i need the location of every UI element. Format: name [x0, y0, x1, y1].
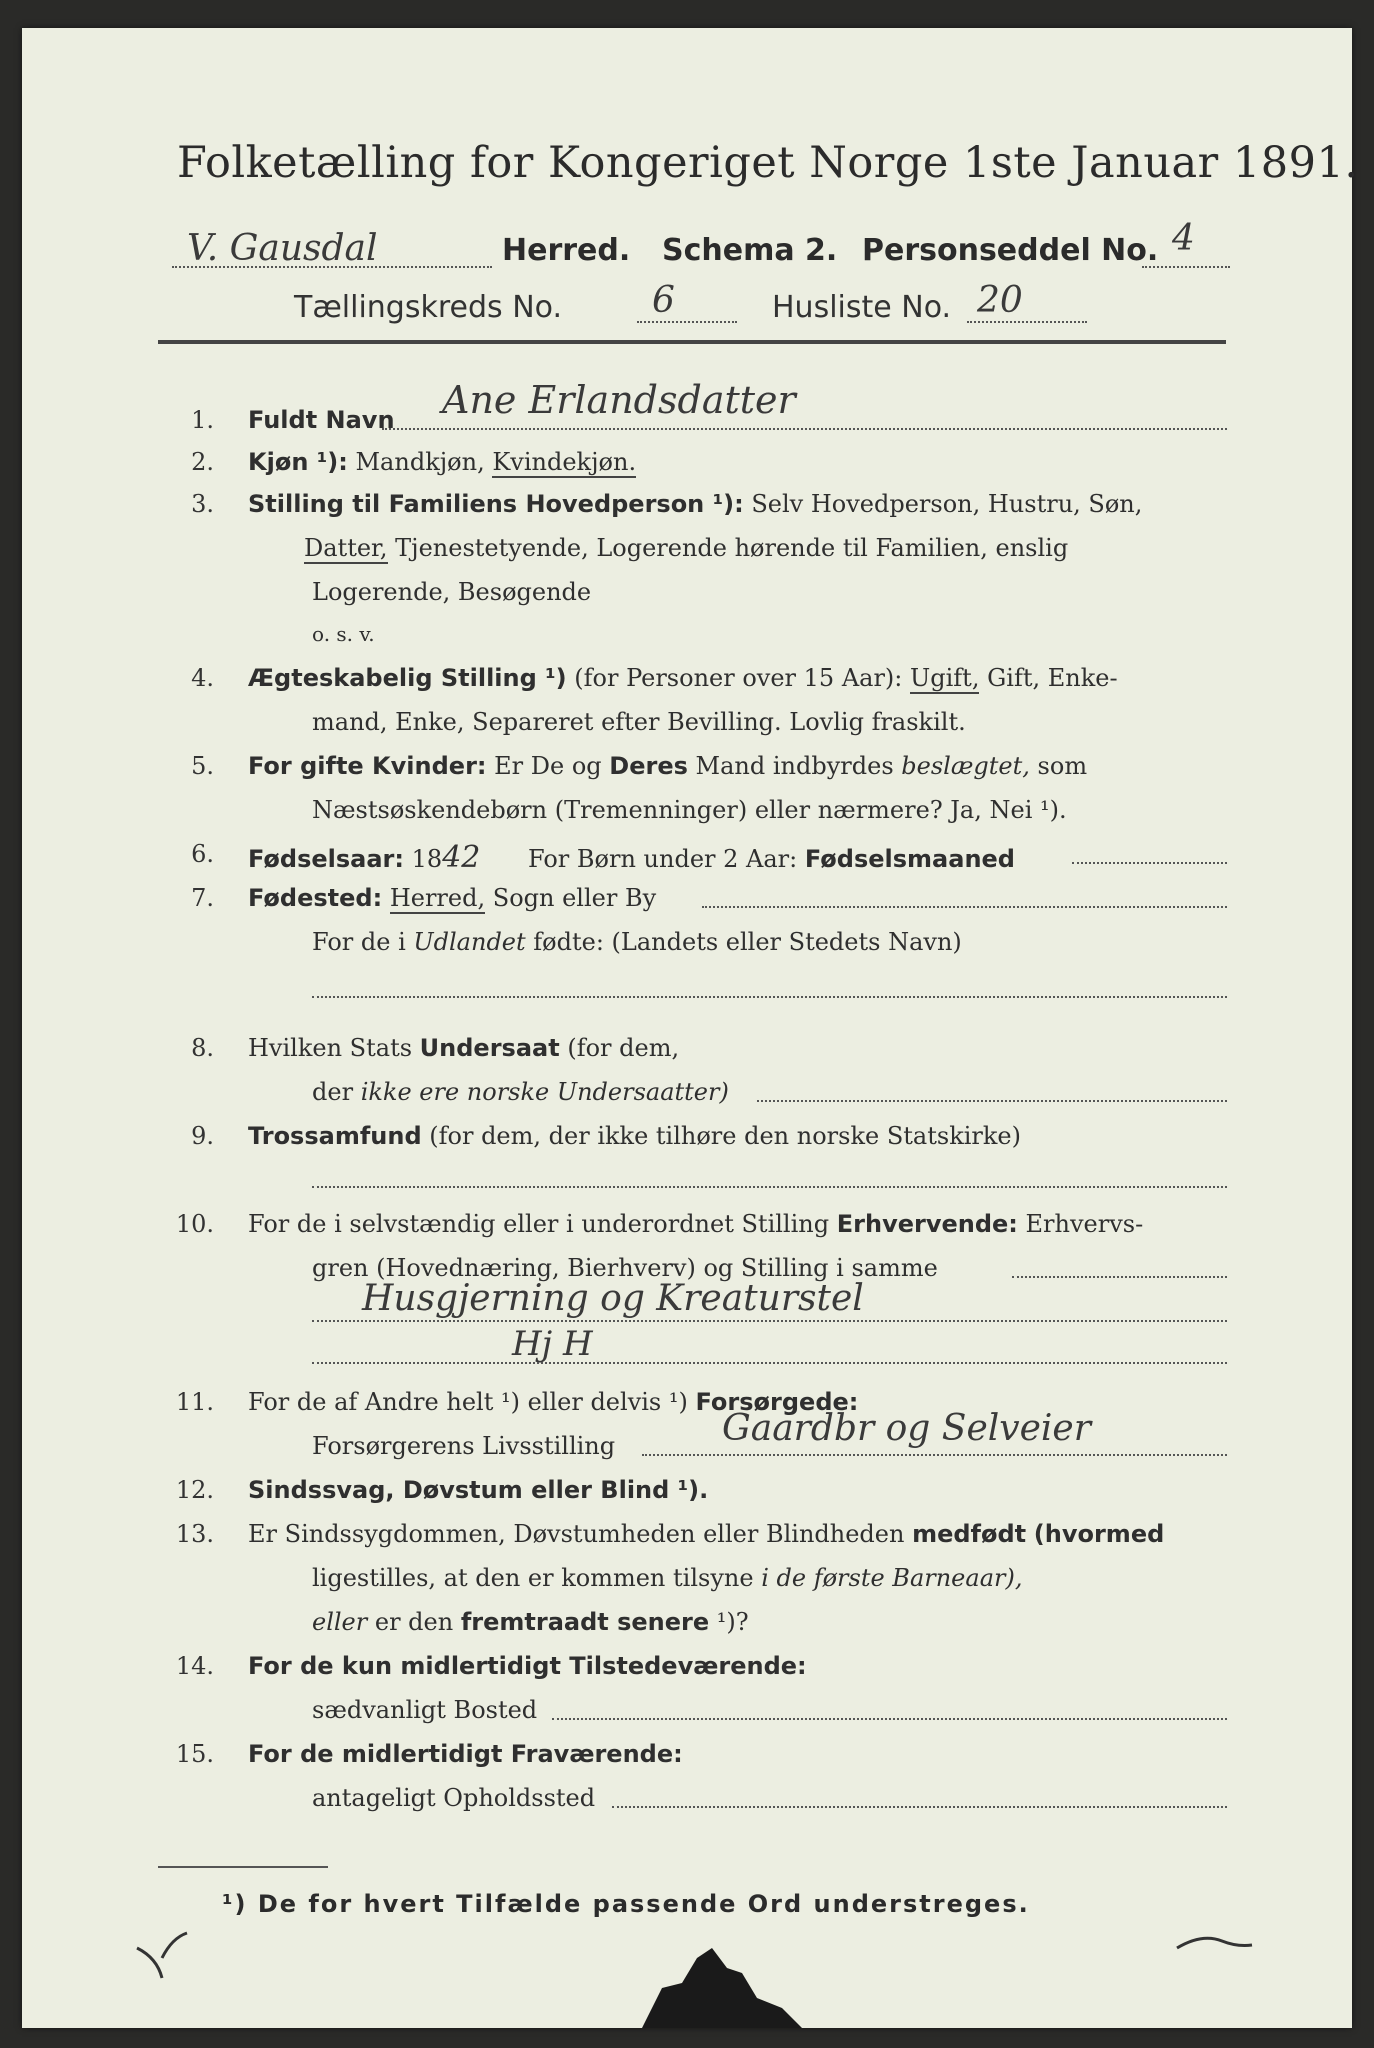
item-10-text-c: Erhvervs-: [1025, 1210, 1144, 1238]
item-13-eller: eller: [312, 1608, 368, 1636]
item-4-line1: [248, 664, 1118, 692]
item-4-ugift: Ugift,: [910, 664, 980, 692]
item-13-note: ¹)?: [716, 1608, 749, 1636]
item-7-dotline: [702, 906, 1227, 908]
item-2-option-b: Kvindekjøn.: [492, 448, 637, 476]
item-14-label: For de kun midlertidigt Tilstedeværende:: [248, 1652, 807, 1680]
item-7-number: 7.: [191, 884, 214, 912]
item-13-medfodt: medfødt: [912, 1520, 1027, 1548]
item-7-line1: [248, 884, 656, 912]
torn-edge: [642, 1928, 802, 2028]
item-3-line2: [304, 534, 1068, 562]
item-13-number: 13.: [175, 1520, 214, 1548]
item-5-label: For gifte Kvinder:: [248, 752, 487, 780]
item-6-rest: For Børn under 2 Aar:: [528, 845, 798, 873]
form-title: Folketælling for Kongeriget Norge 1ste Januar 1891.: [177, 138, 1359, 188]
item-10-answer-dotline-1: [312, 1320, 1227, 1322]
schema-label: Schema 2.: [662, 233, 838, 268]
item-1-dotline: [382, 428, 1227, 430]
item-5-text-a: Er De og: [494, 752, 602, 780]
item-15-number: 15.: [175, 1740, 214, 1768]
item-6-row: [248, 840, 1015, 875]
item-8-text-a: Hvilken Stats: [248, 1034, 413, 1062]
item-4-text-a: (for Personer over 15 Aar):: [574, 664, 903, 692]
item-4-text-c: Gift, Enke-: [987, 664, 1118, 692]
item-6-dotline: [1072, 862, 1227, 864]
item-5-line1: [248, 752, 1087, 780]
husliste-dotline: [967, 321, 1087, 323]
item-7-label: Fødested:: [248, 884, 383, 912]
item-9-rest: (for dem, der ikke tilhøre den norske Statskirke): [429, 1122, 1021, 1150]
item-10-answer: Husgjerning og Kreaturstel: [362, 1278, 864, 1319]
item-14-line2: sædvanligt Bosted: [312, 1696, 538, 1724]
personseddel-label: Personseddel No.: [862, 233, 1159, 268]
item-7-line2-c: fødte: (Landets eller Stedets Navn): [533, 928, 962, 956]
item-4-number: 4.: [191, 664, 214, 692]
item-11-text-a: For de af Andre helt ¹) eller delvis ¹): [248, 1388, 688, 1416]
item-11-line2: Forsørgerens Livsstilling: [312, 1432, 616, 1460]
item-10-erhvervende: Erhvervende:: [836, 1210, 1018, 1238]
item-3-number: 3.: [191, 490, 214, 518]
item-10-number: 10.: [175, 1210, 214, 1238]
item-13-line2: [312, 1564, 1022, 1592]
item-11-forsorgede: Forsørgede:: [695, 1388, 859, 1416]
item-10-answer-dotline-2: [312, 1362, 1227, 1364]
item-6-rest-bold: Fødselsmaaned: [804, 845, 1015, 873]
item-2-label: Kjøn ¹):: [248, 448, 348, 476]
item-13-line3: [312, 1608, 749, 1636]
item-8-text-c: (for dem,: [567, 1034, 680, 1062]
item-14-number: 14.: [175, 1652, 214, 1680]
item-10-text-a: For de i selvstændig eller i underordnet Stilling: [248, 1210, 830, 1238]
item-2-number: 2.: [191, 448, 214, 476]
item-3-datter: Datter,: [304, 534, 388, 562]
item-8-ikke: ikke ere norske Undersaatter): [360, 1078, 729, 1106]
item-8-number: 8.: [191, 1034, 214, 1062]
item-7-udlandet: Udlandet: [413, 928, 526, 956]
item-2-option-a: Mandkjøn,: [355, 448, 485, 476]
item-7-herred: Herred,: [389, 884, 486, 912]
item-7-answer-dotline: [312, 996, 1227, 998]
item-11-dotline: [642, 1454, 1227, 1456]
herred-label: Herred.: [502, 233, 631, 268]
footnote: ¹) De for hvert Tilfælde passende Ord understreges.: [222, 1890, 1030, 1918]
census-form-page: [22, 28, 1359, 2028]
item-9-label: Trossamfund: [248, 1122, 422, 1150]
item-12-label: Sindssvag, Døvstum eller Blind ¹).: [248, 1476, 709, 1504]
item-9-dotline: [312, 1186, 1227, 1188]
item-9-row: [248, 1122, 1021, 1150]
item-10-dotline: [1012, 1276, 1227, 1278]
item-6-label: Fødselsaar:: [248, 845, 404, 873]
personseddel-dotline: [1142, 266, 1230, 268]
margin-mark-right: [1172, 1923, 1262, 1963]
taellingskreds-dotline: [637, 321, 737, 323]
husliste-label: Husliste No.: [772, 290, 952, 325]
item-7-line2-a: For de i: [312, 928, 406, 956]
item-1-answer: Ane Erlandsdatter: [442, 378, 796, 422]
item-4-label: Ægteskabelig Stilling ¹): [248, 664, 567, 692]
item-7-line2: [312, 928, 962, 956]
item-5-text-e: som: [1037, 752, 1088, 780]
item-13-hvormed: (hvormed: [1033, 1520, 1165, 1548]
item-13-line2-b: i de første Barneaar),: [761, 1564, 1023, 1592]
item-3-line1-rest: Selv Hovedperson, Hustru, Søn,: [751, 490, 1143, 518]
herred-dotline: [172, 266, 492, 268]
item-4-line2: mand, Enke, Separeret efter Bevilling. Lovlig fraskilt.: [312, 708, 966, 736]
item-1-number: 1.: [191, 406, 214, 434]
taellingskreds-value: 6: [652, 280, 675, 321]
margin-mark-left: [132, 1918, 212, 1998]
item-9-number: 9.: [191, 1122, 214, 1150]
item-15-dotline: [612, 1806, 1227, 1808]
item-3-line3: Logerende, Besøgende: [312, 578, 592, 606]
herred-value: V. Gausdal: [187, 228, 378, 269]
item-12-number: 12.: [175, 1476, 214, 1504]
item-5-text-d: beslægtet,: [901, 752, 1030, 780]
item-8-undersaat: Undersaat: [419, 1034, 560, 1062]
item-10-line2: gren (Hovednæring, Bierhverv) og Stilling i samme: [312, 1254, 938, 1282]
item-1-label: Fuldt Navn: [248, 406, 395, 434]
item-5-line2: Næstsøskendebørn (Tremenninger) eller nærmere? Ja, Nei ¹).: [312, 796, 1067, 824]
item-10-line1: [248, 1210, 1143, 1238]
personseddel-value: 4: [1172, 218, 1195, 259]
item-6-prefix: 18: [411, 845, 443, 873]
item-13-text-a: Er Sindssygdommen, Døvstumheden eller Blindheden: [248, 1520, 905, 1548]
item-6-answer: 42: [442, 840, 481, 875]
item-8-dotline: [757, 1100, 1227, 1102]
item-8-der: der: [312, 1078, 354, 1106]
item-3-line4: o. s. v.: [312, 622, 375, 646]
husliste-value: 20: [977, 280, 1023, 321]
item-5-text-c: Mand indbyrdes: [695, 752, 894, 780]
item-10-mark: Hj H: [512, 1324, 593, 1364]
item-14-dotline: [552, 1718, 1227, 1720]
item-13-er-den: er den: [374, 1608, 454, 1636]
item-15-label: For de midlertidigt Fraværende:: [248, 1740, 683, 1768]
item-3-line1: [248, 490, 1142, 518]
item-13-senere: fremtraadt senere: [460, 1608, 710, 1636]
item-5-text-b: Deres: [609, 752, 688, 780]
item-11-number: 11.: [175, 1388, 214, 1416]
item-13-line2-a: ligestilles, at den er kommen tilsyne: [312, 1564, 754, 1592]
item-5-number: 5.: [191, 752, 214, 780]
header-rule: [158, 340, 1226, 344]
item-8-line2: [312, 1078, 729, 1106]
item-15-line2: antageligt Opholdssted: [312, 1784, 596, 1812]
item-3-line2-rest: Tjenestetyende, Logerende hørende til Familien, enslig: [395, 534, 1069, 562]
item-2-row: [248, 448, 636, 476]
item-11-answer: Gaardbr og Selveier: [722, 1408, 1091, 1449]
item-7-sogn: Sogn eller By: [492, 884, 657, 912]
item-8-line1: [248, 1034, 679, 1062]
footnote-rule: [158, 1866, 328, 1868]
taellingskreds-label: Tællingskreds No.: [294, 290, 562, 325]
item-6-number: 6.: [191, 840, 214, 868]
item-3-label: Stilling til Familiens Hovedperson ¹):: [248, 490, 744, 518]
item-13-line1: [248, 1520, 1164, 1548]
